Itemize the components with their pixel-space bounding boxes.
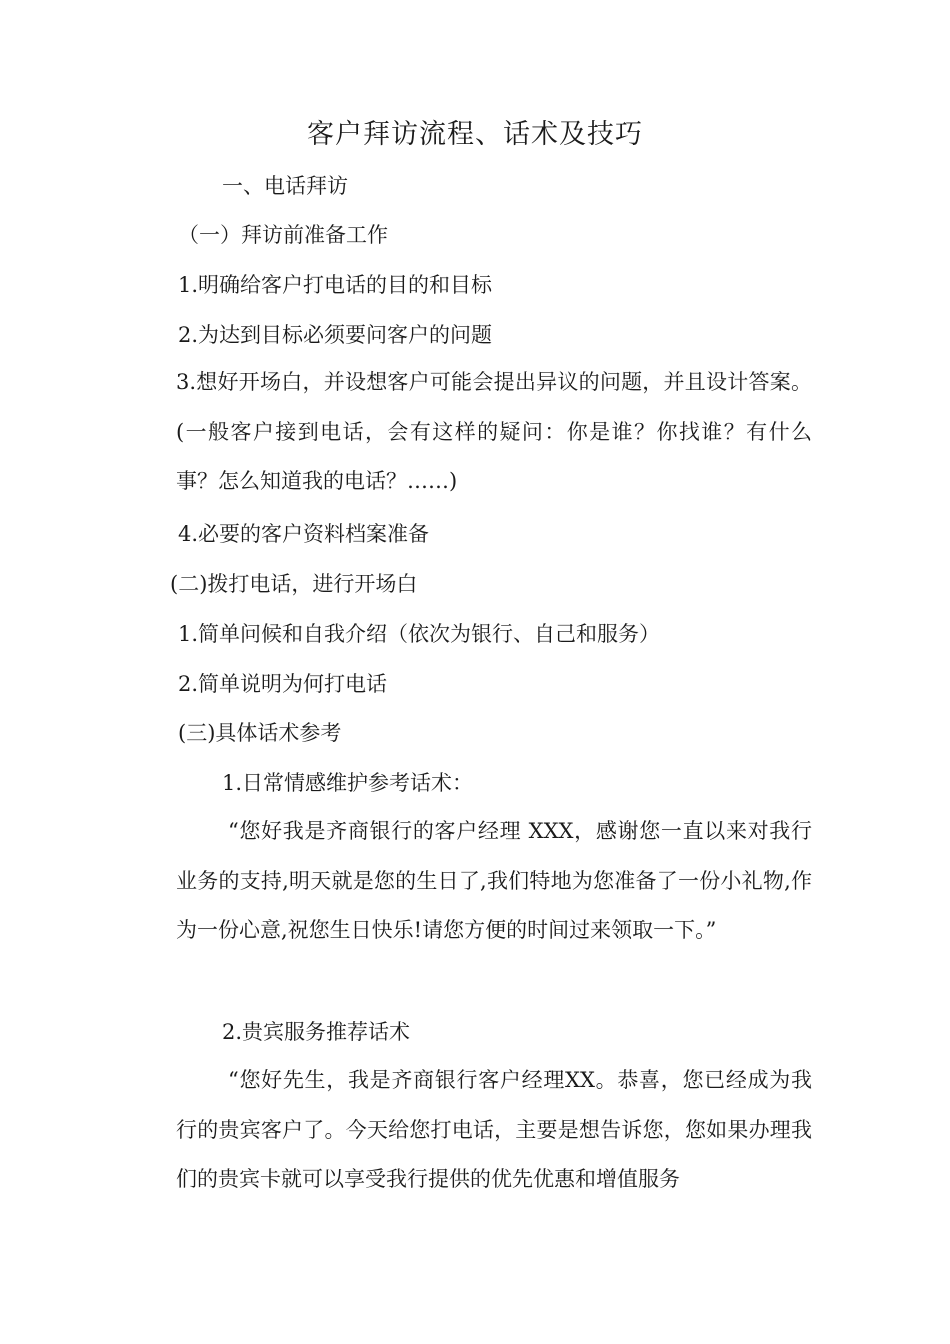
list-item: 1.明确给客户打电话的目的和目标: [178, 273, 493, 297]
subsection-heading-dialing: (二)拨打电话，进行开场白: [170, 572, 418, 596]
subsection-heading-scripts: (三)具体话术参考: [178, 721, 342, 745]
page-title: 客户拜访流程、话术及技巧: [307, 119, 643, 150]
list-item: 1.简单问候和自我介绍（依次为银行、自己和服务）: [178, 622, 661, 646]
script-text-vip: “您好先生，我是齐商银行客户经理XX。恭喜，您已经成为我行的贵宾客户了。今天给您打电话，主要是想告诉您，您如果办理我们的贵宾卡就可以享受我行提供的优先优惠和增值服务: [176, 1068, 812, 1191]
script-heading-birthday: 1.日常情感维护参考话术：: [222, 771, 474, 795]
list-item: 4.必要的客户资料档案准备: [178, 522, 430, 546]
script-heading-vip: 2.贵宾服务推荐话术: [222, 1020, 411, 1044]
subsection-heading-preparation: （一）拜访前准备工作: [178, 223, 388, 247]
list-item: 2.为达到目标必须要问客户的问题: [178, 323, 493, 347]
list-item: 3.想好开场白，并设想客户可能会提出异议的问题，并且设计答案。(一般客户接到电话，会有这样的疑问：你是谁？你找谁？有什么事？怎么知道我的电话？……): [176, 370, 812, 493]
list-item: 2.简单说明为何打电话: [178, 672, 388, 696]
script-text-birthday: “您好我是齐商银行的客户经理 XXX，感谢您一直以来对我行业务的支持,明天就是您的生日了,我们特地为您准备了一份小礼物,作为一份心意,祝您生日快乐!请您方便的时间过来领取一下。”: [176, 819, 812, 942]
section-heading-phone-visit: 一、电话拜访: [222, 174, 348, 198]
